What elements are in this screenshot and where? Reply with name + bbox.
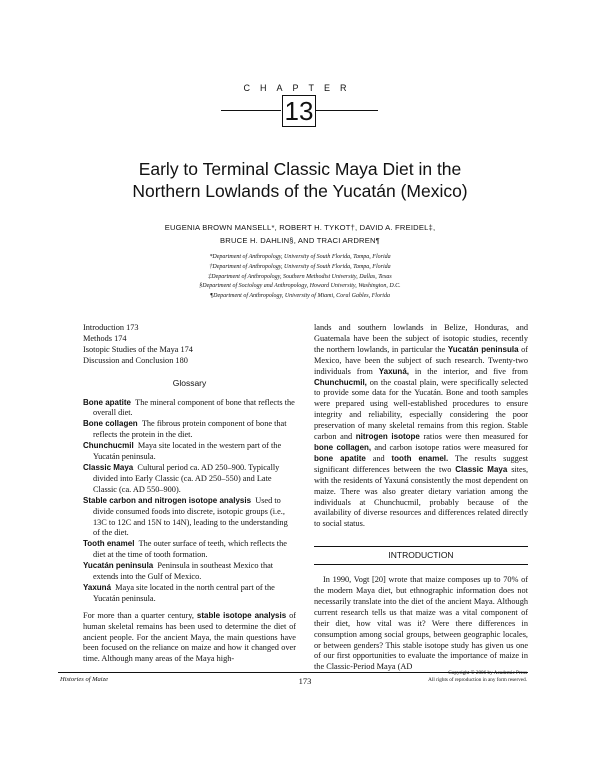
glossary-term: Yucatán peninsula — [83, 561, 154, 571]
chapter-outline — [83, 323, 296, 367]
abstract-text: The results suggest significant differences between the two — [314, 453, 528, 474]
abstract-keyword: Yaxuná, — [378, 366, 409, 376]
author-list — [90, 221, 510, 247]
outline-item[interactable]: Introduction 173 — [83, 323, 139, 332]
outline-item[interactable]: Discussion and Conclusion 180 — [83, 355, 188, 365]
abstract-continued — [314, 323, 528, 530]
glossary-term: Yaxuná — [83, 582, 112, 592]
glossary-list — [83, 398, 296, 605]
abstract-text: of Mexico, have been the subject of such research. Twenty-two individuals from — [314, 344, 528, 376]
glossary-item — [83, 441, 296, 463]
abstract-text: on the coastal plain, were specifically selected to provide some data for the Yucatán. Bone and tooth samples were prepared using well-established procedures to ensure integrity and reliability, especially considering the poor preservation of many skeletal remains from this region. Stable carbon and — [314, 377, 528, 442]
glossary-item — [83, 496, 296, 540]
affiliation: ‡Department of Anthropology, Southern Methodist University, Dallas, Texas — [208, 273, 392, 280]
glossary-term: Tooth enamel — [83, 539, 135, 549]
copyright-line: Copyright © 2006 by Academic Press — [448, 670, 527, 676]
copyright-notice — [400, 670, 527, 684]
glossary-heading: Glossary — [172, 377, 207, 388]
abstract-keyword: tooth enamel. — [391, 453, 449, 463]
left-column — [83, 323, 296, 665]
abstract-paragraph — [83, 611, 296, 666]
abstract-text: For more than a quarter century, — [83, 610, 194, 620]
authors-line-1: EUGENIA BROWN MANSELL*, ROBERT H. TYKOT†, DAVID A. FREIDEL‡, — [164, 223, 436, 232]
glossary-definition: Cultural period ca. AD 250–900. Typically divided into Early Classic (ca. AD 250–550) and Late Classic (ca. AD 550–900). — [93, 462, 280, 494]
glossary-item — [83, 561, 296, 583]
page-number: 173 — [298, 676, 312, 686]
glossary-term: Bone collagen — [83, 419, 138, 429]
abstract-text: lands and southern lowlands in Belize, Honduras, and Guatemala have been the subject of isotopic studies, recently the northern lowlands, in particular the — [314, 323, 528, 354]
abstract-keyword: bone apatite — [314, 453, 366, 463]
abstract-text: and — [372, 453, 385, 463]
glossary-item — [83, 398, 296, 420]
book-title: Histories of Maize — [60, 676, 109, 683]
affiliation: §Department of Sociology and Anthropology, Howard University, Washington, D.C. — [199, 283, 401, 290]
glossary-item — [83, 463, 296, 496]
abstract-keyword: nitrogen isotope — [355, 432, 420, 442]
chapter-label: CHAPTER — [243, 83, 357, 93]
chapter-rule-left — [221, 110, 281, 111]
glossary-term: Bone apatite — [83, 397, 132, 407]
abstract-keyword: Yucatán peninsula — [447, 344, 519, 354]
abstract-keyword: Classic Maya — [455, 464, 508, 474]
affiliation: *Department of Anthropology, University of South Florida, Tampa, Florida — [209, 254, 391, 260]
glossary-term: Classic Maya — [83, 462, 134, 472]
abstract-text: of human skeletal remains has been used to determine the diet of ancient people. For the ancient Maya, the main questions have been focused on the reliance on maize and how it changed over time. Although many areas of the Maya high- — [83, 610, 297, 664]
glossary-definition: Maya site located in the north central part of the Yucatán peninsula. — [93, 582, 275, 603]
glossary-term: Chunchucmil — [83, 441, 134, 451]
abstract-keyword: Chunchucmil, — [314, 377, 367, 387]
title-line-1: Early to Terminal Classic Maya Diet in the — [138, 159, 462, 179]
glossary-definition: Maya site located in the western part of the Yucatán peninsula. — [93, 441, 282, 462]
affiliation: †Department of Anthropology, University of South Florida, Tampa, Florida — [209, 263, 391, 270]
glossary-item — [83, 539, 296, 561]
introduction-paragraph: In 1990, Vogt [20] wrote that maize composes up to 70% of the modern Maya diet, but ethnographic information does not necessarily translate into the diet of the ancient Maya. Although current research tells us that maize was a vital component of their diet, how vital was it? Were there differences in consumption among social groups, between geographic locales, or between genders? This stable isotope study has given us one of our first opportunities to evaluate the importance of maize in the Classic-Period Maya (AD — [314, 575, 528, 672]
authors-line-2: BRUCE H. DAHLIN§, AND TRACI ARDREN¶ — [220, 236, 380, 245]
glossary-definition: Peninsula in southeast Mexico that extends into the Gulf of Mexico. — [93, 561, 274, 582]
glossary-definition: The fibrous protein component of bone that reflects the protein in the diet. — [93, 419, 287, 440]
affiliations — [90, 253, 510, 302]
glossary-item — [83, 583, 296, 605]
chapter-rule-right — [316, 110, 378, 111]
title-line-2: Northern Lowlands of the Yucatán (Mexico) — [132, 181, 468, 201]
glossary-definition: The outer surface of teeth, which reflects the diet at the time of tooth formation. — [93, 539, 287, 560]
glossary-definition: Used to divide consumed foods into discrete, isotopic groups (i.e., 13C to 12C and 15N to 14N), leading to the understanding of the diet. — [93, 495, 288, 538]
abstract-text: sites, with the residents of Yaxuná consistently the most dependent on maize. There was also greater dietary variation among the individuals at Chunchucmil, probably because of the availability of diverse resources and differences related directly to social status. — [314, 464, 529, 529]
abstract-text: in the interior, and five from — [414, 366, 528, 376]
abstract-keyword: stable isotope analysis — [196, 610, 287, 620]
introduction-heading: INTRODUCTION — [314, 546, 528, 565]
copyright-line: All rights of reproduction in any form reserved. — [428, 677, 527, 683]
glossary-item — [83, 419, 296, 441]
glossary-definition: The mineral component of bone that reflects the overall diet. — [93, 397, 295, 418]
abstract-text: and carbon isotope ratios were measured for — [374, 442, 529, 452]
chapter-number: 13 — [282, 95, 316, 127]
abstract-keyword: bone collagen, — [314, 442, 372, 452]
outline-item[interactable]: Isotopic Studies of the Maya 174 — [83, 344, 193, 354]
abstract-text: ratios were then measured for — [423, 432, 528, 442]
glossary-term: Stable carbon and nitrogen isotope analysis — [83, 495, 252, 505]
affiliation: ¶Department of Anthropology, University of Miami, Coral Gables, Florida — [210, 293, 390, 300]
chapter-title — [60, 158, 540, 202]
right-column — [314, 323, 528, 673]
outline-item[interactable]: Methods 174 — [83, 333, 127, 343]
